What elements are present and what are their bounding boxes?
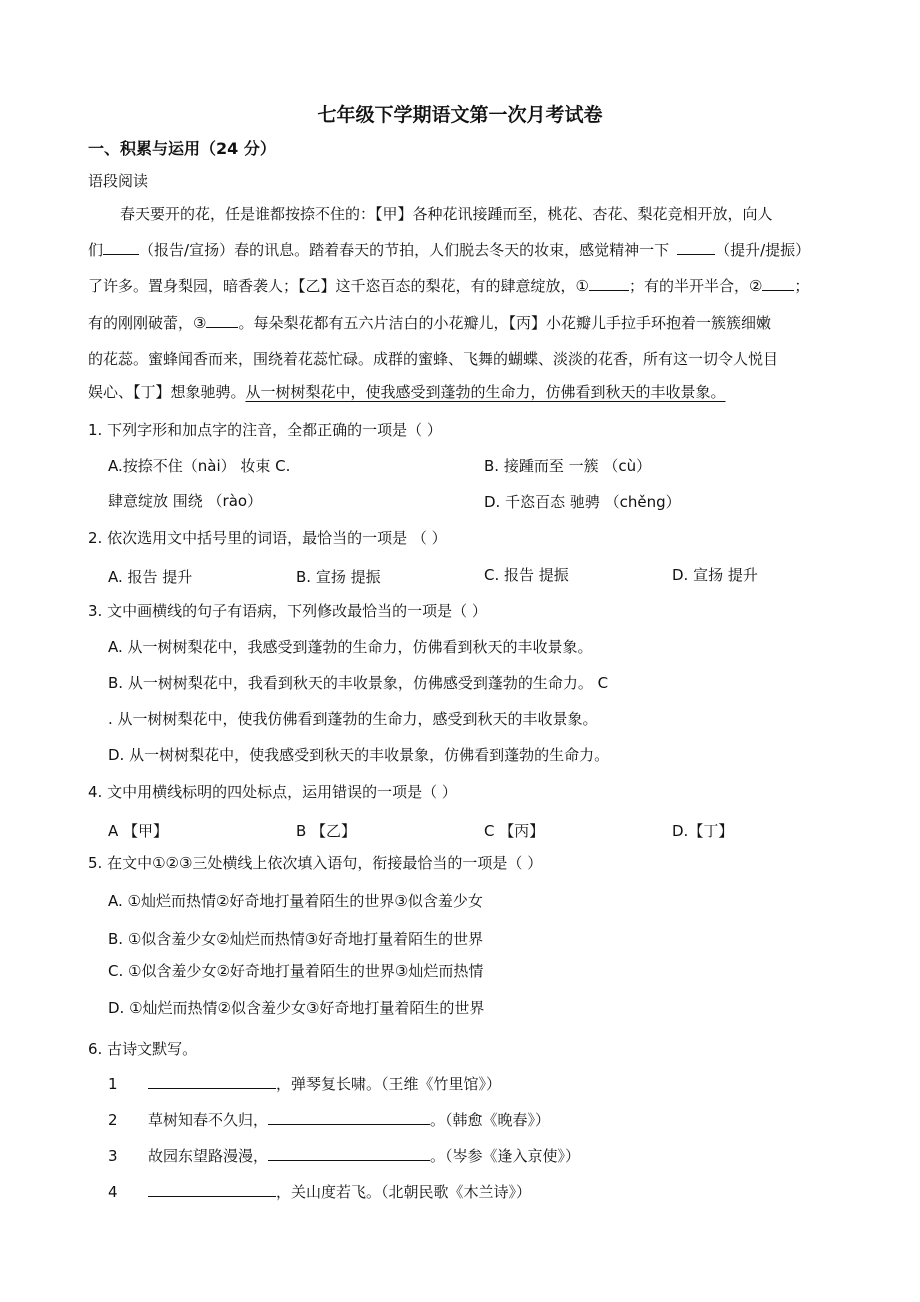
item-number: 4: [108, 1183, 118, 1201]
question-4-stem: 4. 文中用横线标明的四处标点，运用错误的一项是（ ）: [88, 783, 457, 801]
passage-text: （报告/宣扬）春的讯息。踏着春天的节拍，人们脱去冬天的妆束，感觉精神一下: [139, 241, 670, 259]
page-title: 七年级下学期语文第一次月考试卷: [317, 104, 603, 126]
question-3-option-a: A. 从一树树梨花中，我感受到蓬勃的生命力，仿佛看到秋天的丰收景象。: [108, 638, 593, 656]
passage-text: （提升/提振）: [715, 241, 811, 259]
question-5-option-a: A. ①灿烂而热情②好奇地打量着陌生的世界③似含羞少女: [108, 892, 483, 910]
question-3-option-c: . 从一树树梨花中，使我仿佛看到蓬勃的生命力，感受到秋天的丰收景象。: [108, 710, 598, 728]
question-2-option-a: A. 报告 提升: [108, 568, 193, 586]
passage-line-5: 的花蕊。蜜蜂闻香而来，围绕着花蕊忙碌。成群的蜜蜂、飞舞的蝴蝶、淡淡的花香，所有这一切令人悦目: [88, 350, 779, 368]
blank-line: [589, 276, 629, 291]
blank-line: [268, 1146, 430, 1161]
item-number: 2: [108, 1111, 118, 1129]
question-3-option-b: B. 从一树树梨花中，我看到秋天的丰收景象，仿佛感受到蓬勃的生命力。 C: [108, 674, 609, 692]
recitation-item: [108, 1181, 531, 1202]
passage-line-3: [88, 276, 809, 296]
passage-subtitle: 语段阅读: [88, 172, 149, 190]
blank-line: [268, 1110, 430, 1125]
item-number: 3: [108, 1147, 118, 1165]
question-1-option-d: D. 千恣百态 驰骋 （chěng）: [484, 493, 681, 511]
passage-text: 了许多。置身梨园，暗香袭人；【乙】这千恣百态的梨花，有的肆意绽放，①: [88, 277, 589, 295]
question-4-option-a: A 【甲】: [108, 822, 169, 840]
passage-text: ；有的半开半合，②: [628, 277, 763, 295]
question-1-stem: 1. 下列字形和加点字的注音，全都正确的一项是（ ）: [88, 421, 442, 439]
item-prefix: 草树知春不久归，: [148, 1111, 269, 1129]
section-heading: 一、积累与运用（24 分）: [88, 139, 276, 158]
item-suffix: ，关山度若飞。（北朝民歌《木兰诗》）: [276, 1183, 532, 1201]
question-4-option-c: C 【丙】: [484, 822, 545, 840]
question-3-stem: 3. 文中画横线的句子有语病，下列修改最恰当的一项是（ ）: [88, 602, 487, 620]
question-4-option-d: D.【丁】: [672, 822, 734, 840]
question-3-option-d: D. 从一树树梨花中，使我感受到秋天的丰收景象，仿佛看到蓬勃的生命力。: [108, 746, 610, 764]
blank-line: [148, 1182, 276, 1197]
question-1-option-b: B. 接踵而至 一簇 （cù）: [484, 457, 652, 475]
passage-text: ；: [794, 277, 810, 295]
question-1-option-c: 肆意绽放 围绕 （rào）: [108, 492, 263, 510]
blank-line: [148, 1074, 276, 1089]
recitation-item: [108, 1109, 550, 1130]
question-2-stem: 2. 依次选用文中括号里的词语，最恰当的一项是 （ ）: [88, 529, 447, 547]
question-5-stem: 5. 在文中①②③三处横线上依次填入语句，衔接最恰当的一项是（ ）: [88, 854, 543, 872]
question-5-option-c: C. ①似含羞少女②好奇地打量着陌生的世界③灿烂而热情: [108, 962, 484, 980]
passage-text: 有的刚刚破蕾，③: [88, 314, 207, 332]
passage-text: 们: [88, 241, 104, 259]
passage-text: 娱心、【丁】想象驰骋。: [88, 383, 246, 401]
item-number: 1: [108, 1075, 118, 1093]
question-2-option-c: C. 报告 提振: [484, 566, 569, 584]
item-prefix: 故园东望路漫漫，: [148, 1147, 269, 1165]
item-suffix: 。（岑参《逢入京使》）: [430, 1147, 581, 1165]
underlined-sentence: 从一树树梨花中，使我感受到蓬勃的生命力，仿佛看到秋天的丰收景象。: [245, 383, 726, 401]
recitation-item: [108, 1145, 580, 1166]
item-suffix: ，弹琴复长啸。（王维《竹里馆》）: [276, 1075, 502, 1093]
item-suffix: 。（韩愈《晚春》）: [430, 1111, 551, 1129]
question-6-stem: 6. 古诗文默写。: [88, 1040, 198, 1058]
question-5-option-b: B. ①似含羞少女②灿烂而热情③好奇地打量着陌生的世界: [108, 930, 484, 948]
blank-line: [103, 240, 139, 255]
blank-line: [206, 313, 238, 328]
passage-line-2: [88, 240, 810, 260]
question-5-option-d: D. ①灿烂而热情②似含羞少女③好奇地打量着陌生的世界: [108, 999, 485, 1017]
recitation-item: [108, 1073, 501, 1094]
question-4-option-b: B 【乙】: [296, 822, 357, 840]
blank-line: [677, 240, 715, 255]
question-1-option-a: A.按捺不住（nài） 妆束 C.: [108, 457, 291, 475]
passage-text: 。每朵梨花都有五六片洁白的小花瓣儿，【丙】小花瓣儿手拉手环抱着一簇簇细嫩: [238, 314, 771, 332]
blank-line: [762, 276, 794, 291]
question-2-option-d: D. 宣扬 提升: [672, 566, 758, 584]
passage-line-6: [88, 382, 726, 402]
passage-line-1: 春天要开的花，任是谁都按捺不住的：【甲】各种花讯接踵而至，桃花、杏花、梨花竞相开放，向人: [120, 205, 773, 223]
question-2-option-b: B. 宣扬 提振: [296, 568, 381, 586]
passage-line-4: [88, 313, 771, 333]
